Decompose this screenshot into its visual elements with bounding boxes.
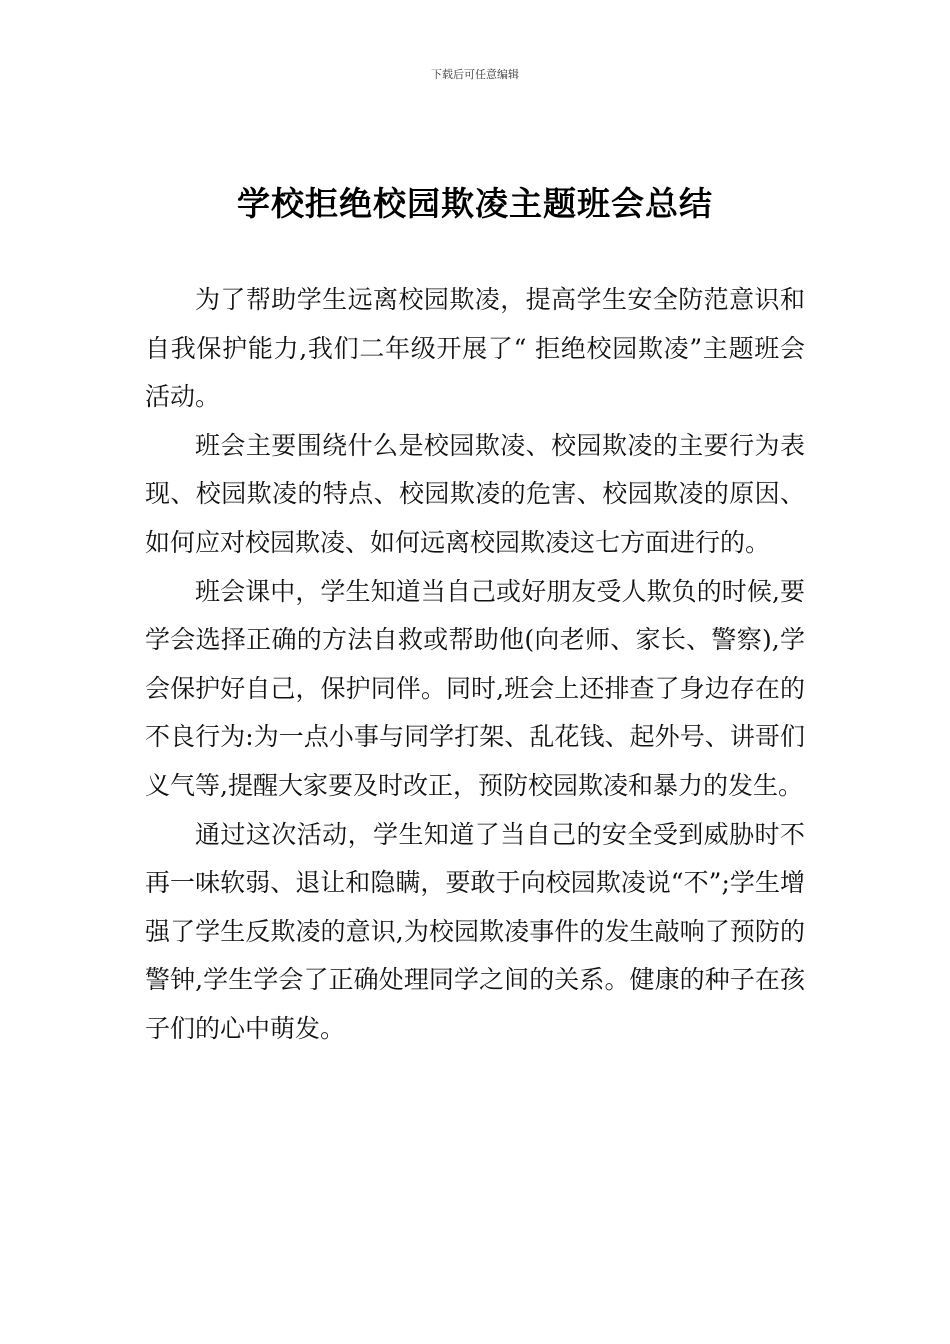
document-title: 学校拒绝校园欺凌主题班会总结 [237, 184, 713, 223]
paragraph-4: 通过这次活动，学生知道了当自己的安全受到威胁时不再一味软弱、退让和隐瞒，要敢于向校园欺凌说“不”;学生增强了学生反欺凌的意识,为校园欺凌事件的发生敲响了预防的警钟,学生学会了正确处理同学之间的关系。健康的种子在孩子们的心中萌发。 [145, 819, 805, 1043]
paragraph-2: 班会主要围绕什么是校园欺凌、校园欺凌的主要行为表现、校园欺凌的特点、校园欺凌的危害、校园欺凌的原因、如何应对校园欺凌、如何远离校园欺凌这七方面进行的。 [145, 430, 805, 557]
paragraph-1: 为了帮助学生远离校园欺凌，提高学生安全防范意识和自我保护能力,我们二年级开展了“ 拒绝校园欺凌”主题班会活动。 [145, 285, 805, 412]
document-body [145, 276, 805, 1054]
paragraph-3: 班会课中，学生知道当自己或好朋友受人欺负的时候,要学会选择正确的方法自救或帮助他(向老师、家长、警察),学会保护好自己，保护同伴。同时,班会上还排查了身边存在的不良行为:为一点小事与同学打架、乱花钱、起外号、讲哥们义气等,提醒大家要及时改正，预防校园欺凌和暴力的发生。 [145, 576, 805, 800]
header-note: 下载后可任意编辑 [431, 68, 519, 81]
